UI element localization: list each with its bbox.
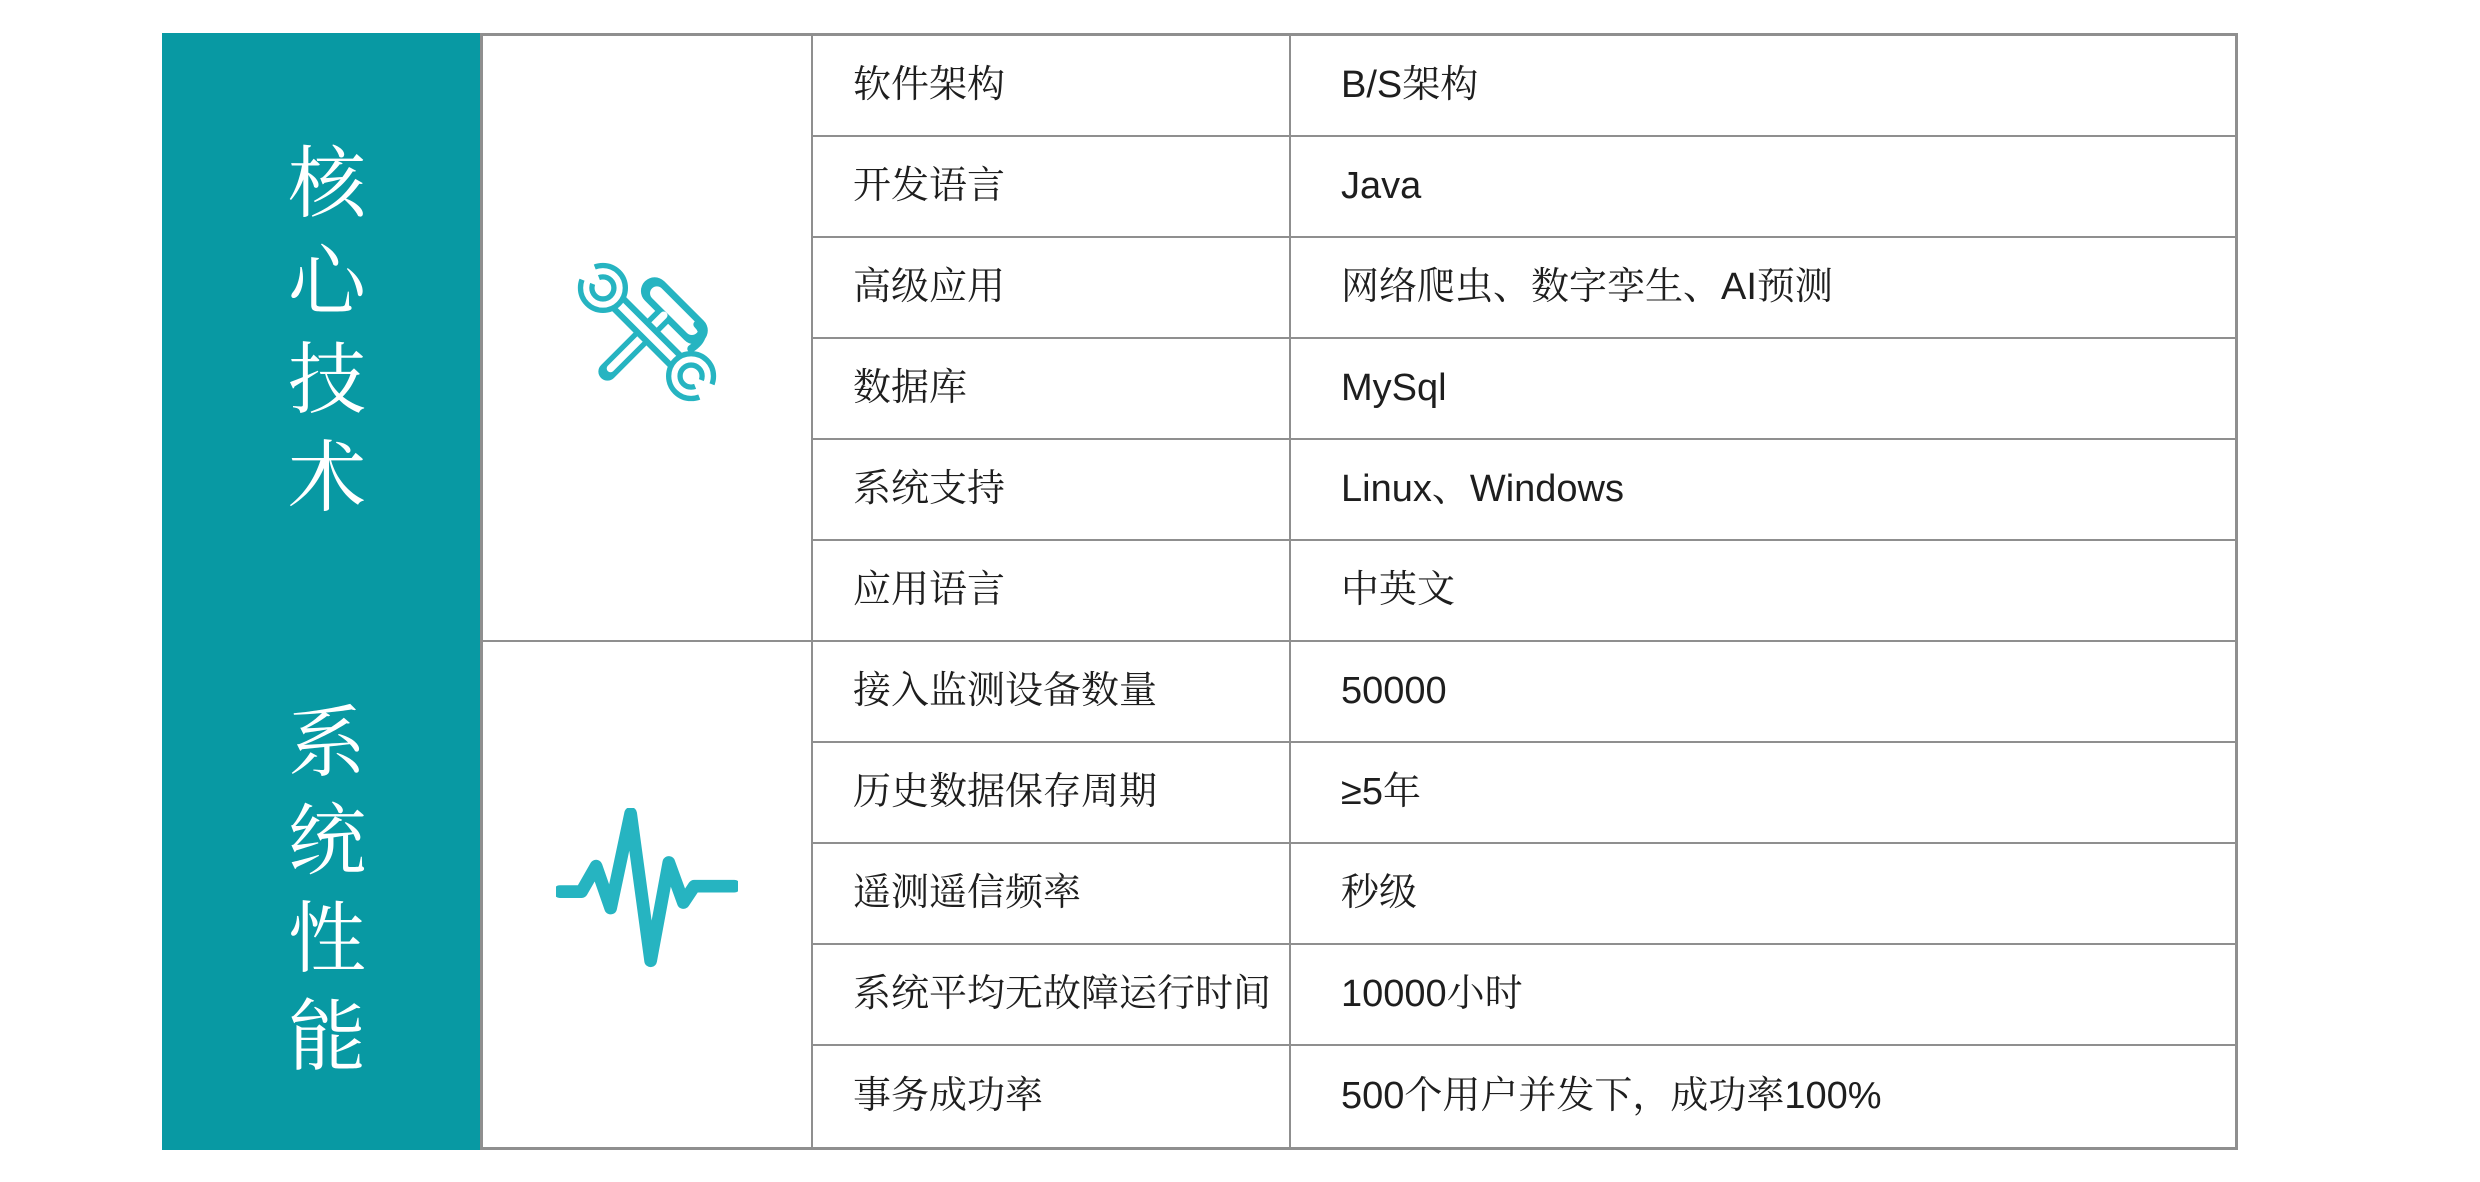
- category-section-system-performance: [162, 643, 480, 1150]
- wrench-hammer-icon: [571, 256, 723, 421]
- spec-label-7: 历史数据保存周期: [813, 743, 1291, 844]
- spec-value-0: B/S架构: [1291, 36, 2235, 137]
- spec-label-9: 系统平均无故障运行时间: [813, 945, 1291, 1046]
- spec-label-1: 开发语言: [813, 137, 1291, 238]
- spec-label-0: 软件架构: [813, 36, 1291, 137]
- category-label-system-performance: 系统性能: [277, 700, 365, 1093]
- spec-table: [480, 33, 2238, 1150]
- spec-label-5: 应用语言: [813, 541, 1291, 642]
- icon-cell-core-tech: [483, 36, 813, 642]
- spec-label-6: 接入监测设备数量: [813, 642, 1291, 743]
- spec-label-10: 事务成功率: [813, 1046, 1291, 1147]
- spec-value-7: ≥5年: [1291, 743, 2235, 844]
- spec-label-3: 数据库: [813, 339, 1291, 440]
- spec-value-4: Linux、Windows: [1291, 440, 2235, 541]
- spec-value-1: Java: [1291, 137, 2235, 238]
- spec-value-5: 中英文: [1291, 541, 2235, 642]
- spec-value-10: 500个用户并发下，成功率100%: [1341, 1074, 1882, 1117]
- spec-label-4: 系统支持: [813, 440, 1291, 541]
- heartbeat-icon: [556, 808, 738, 981]
- category-banner: [162, 33, 480, 1150]
- category-label-core-tech: 核心技术: [277, 142, 365, 534]
- spec-label-8: 遥测遥信频率: [813, 844, 1291, 945]
- icon-cell-performance: [483, 642, 813, 1147]
- spec-value-8: 秒级: [1291, 844, 2235, 945]
- spec-value-6: 50000: [1291, 642, 2235, 743]
- category-section-core-tech: [162, 33, 480, 643]
- spec-value-2: 网络爬虫、数字孪生、AI预测: [1291, 238, 2235, 339]
- spec-value-9: 10000小时: [1291, 945, 2235, 1046]
- spec-label-2: 高级应用: [813, 238, 1291, 339]
- spec-value-3: MySql: [1291, 339, 2235, 440]
